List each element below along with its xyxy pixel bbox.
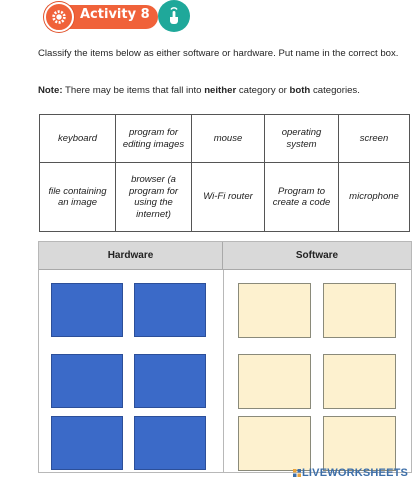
column-divider [223,270,224,472]
item-cell: keyboard [40,115,116,163]
hardware-header: Hardware [39,242,223,270]
liveworksheets-watermark [293,467,408,479]
note-emphasis-neither: neither [204,85,237,96]
software-answer-box-3[interactable] [238,354,311,409]
software-answer-box-1[interactable] [238,283,311,338]
items-table [39,114,410,232]
hardware-answer-box-6[interactable] [134,416,206,470]
hardware-answer-box-3[interactable] [51,354,123,408]
watermark-text: LIVEWORKSHEETS [302,467,409,479]
software-answer-box-6[interactable] [323,416,396,471]
hardware-answer-box-1[interactable] [51,283,123,337]
software-answer-box-4[interactable] [323,354,396,409]
classification-board [38,241,412,473]
item-cell: Program to create a code [265,163,339,232]
note-text [38,84,408,97]
item-cell: browser (a program for using the internet) [116,163,192,232]
note-emphasis-both: both [289,85,311,96]
activity-badge [44,2,162,32]
activity-title: Activity 8 [80,7,150,22]
item-cell: microphone [339,163,410,232]
software-answer-box-2[interactable] [323,283,396,338]
item-cell: operating system [265,115,339,163]
note-label: Note: [38,85,63,96]
item-cell: program for editing images [116,115,192,163]
software-header: Software [223,242,411,270]
tap-hand-icon [158,0,190,32]
gear-icon [44,2,74,32]
hardware-answer-box-4[interactable] [134,354,206,408]
instruction-text: Classify the items below as either software or hardware. Put name in the correct box. [38,48,399,59]
table-row [40,115,410,163]
item-cell: Wi-Fi router [192,163,265,232]
item-cell: screen [339,115,410,163]
item-cell: mouse [192,115,265,163]
hardware-answer-box-5[interactable] [51,416,123,470]
hardware-answer-box-2[interactable] [134,283,206,337]
liveworksheets-logo-icon [293,469,301,477]
software-answer-box-5[interactable] [238,416,311,471]
note-part: category or [236,85,290,96]
note-part: There may be items that fall into [62,85,205,96]
table-row [40,163,410,232]
item-cell: file containing an image [40,163,116,232]
note-part: categories. [310,85,360,96]
